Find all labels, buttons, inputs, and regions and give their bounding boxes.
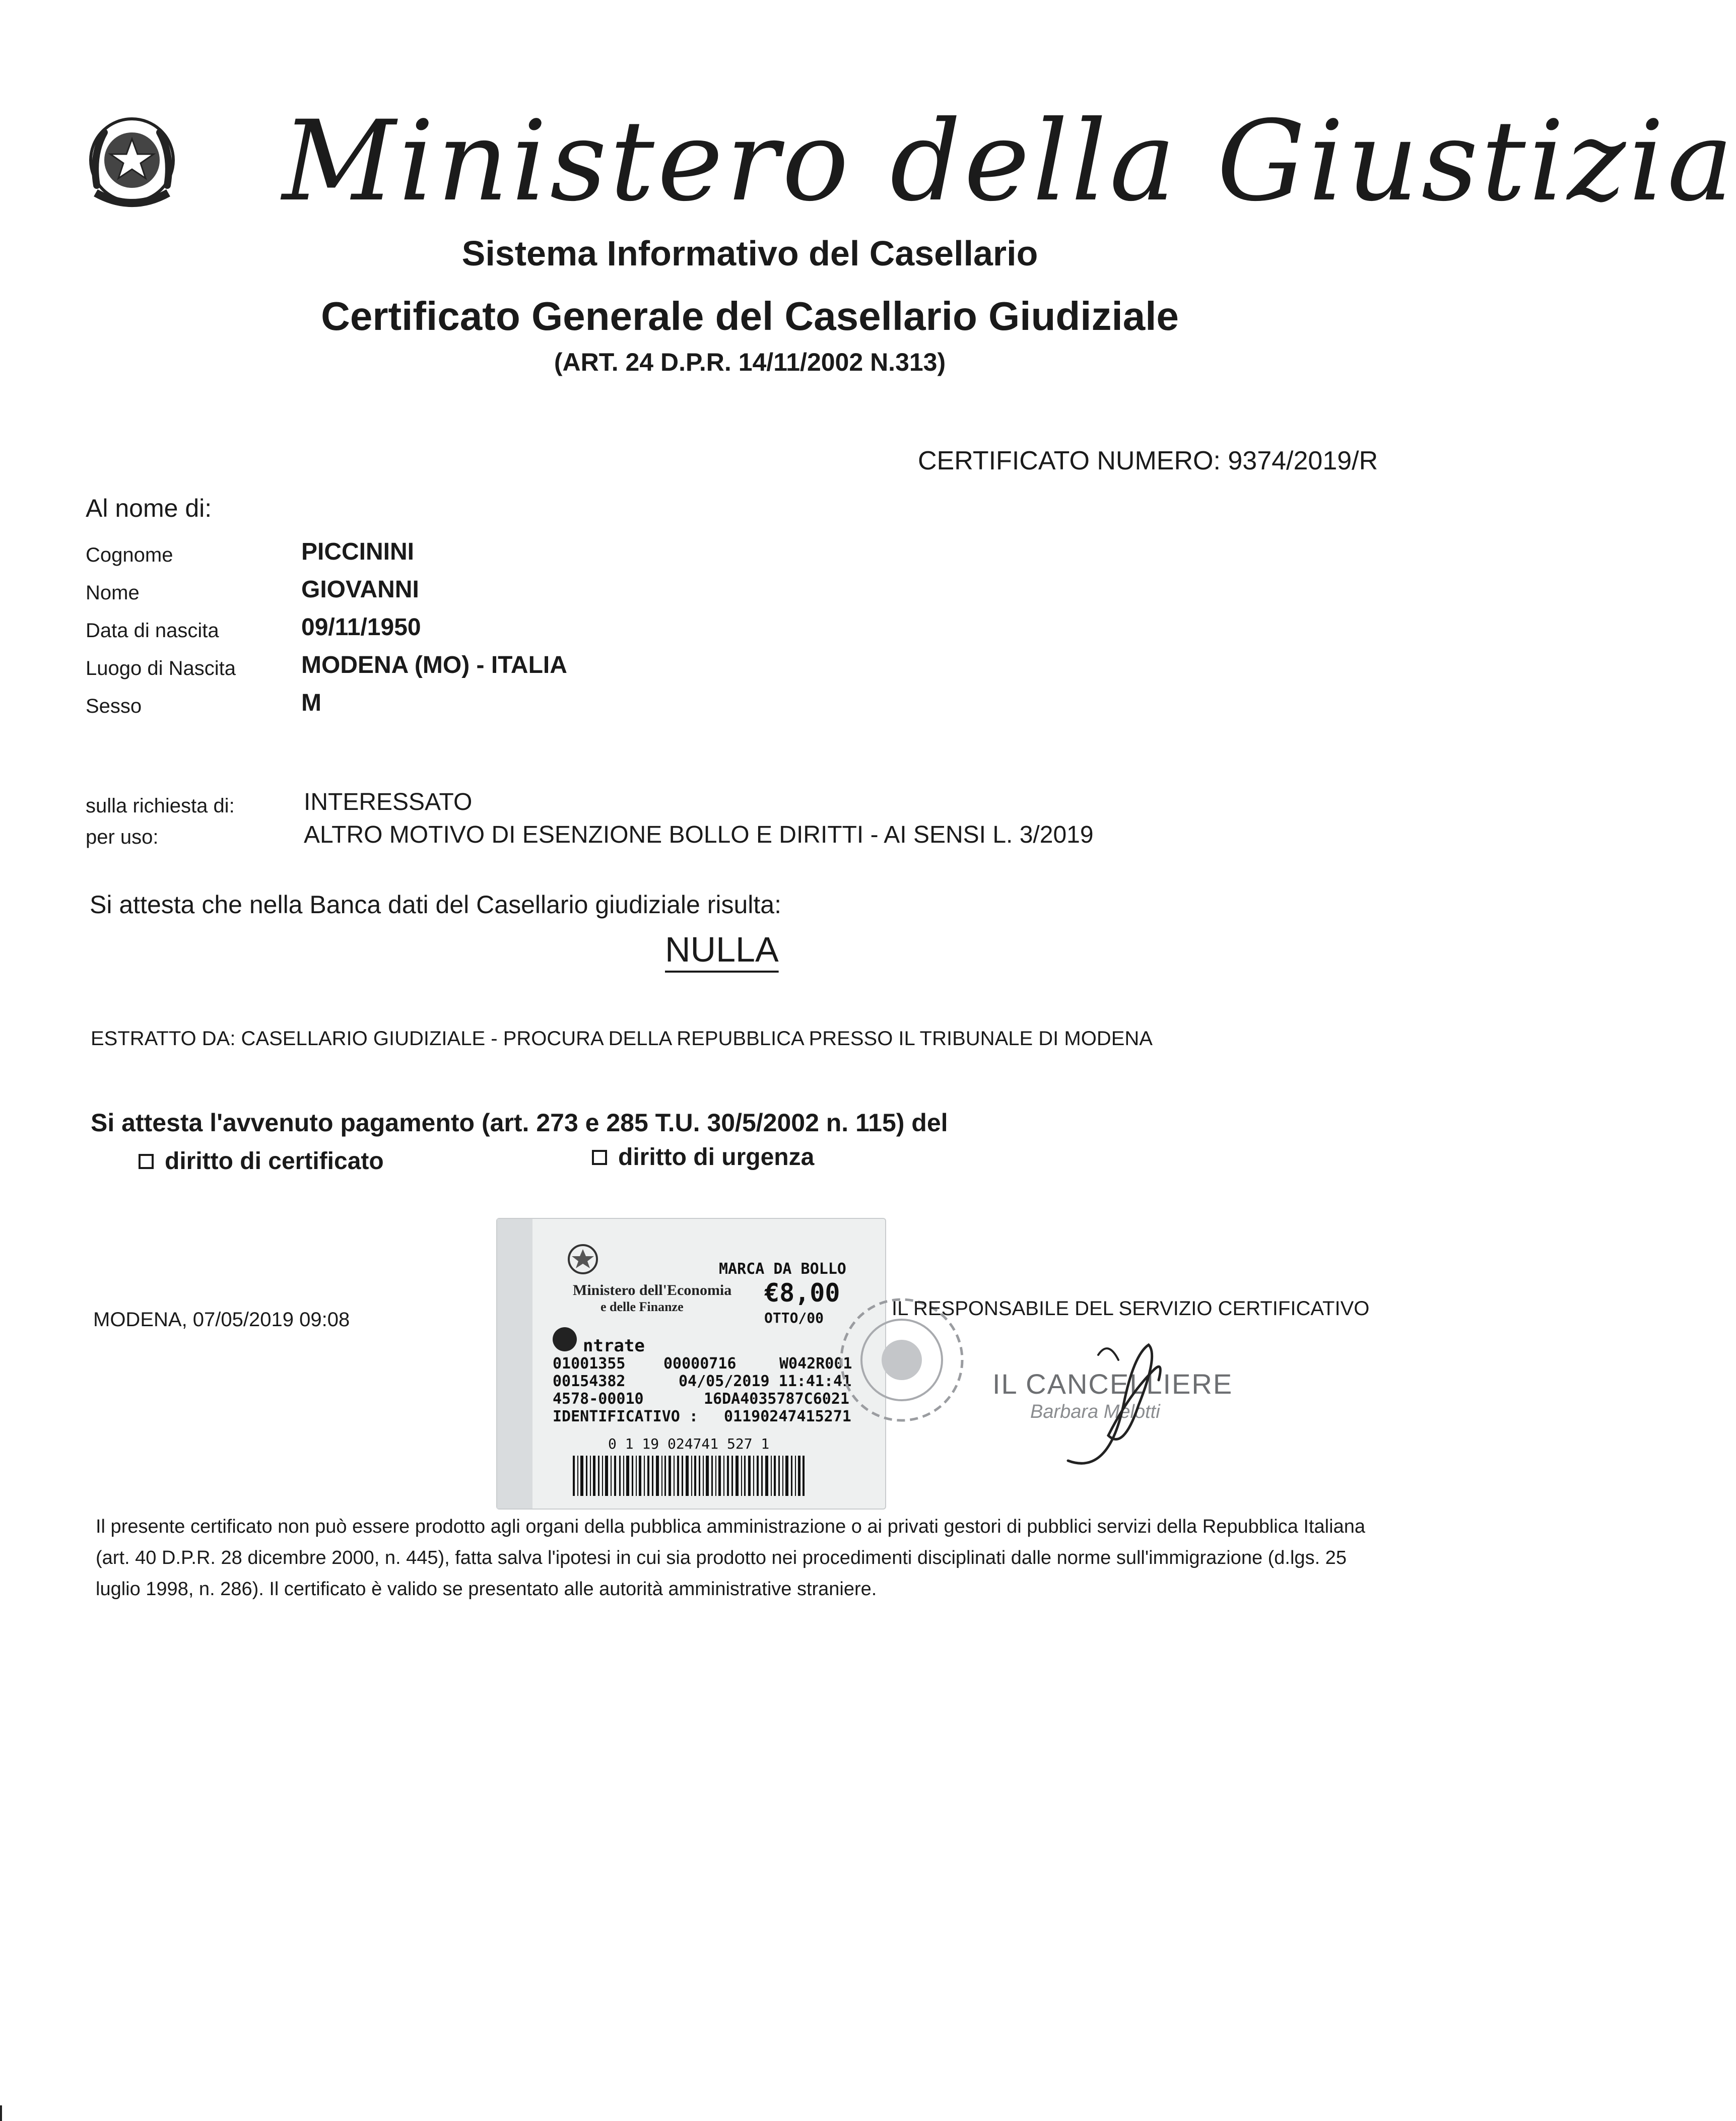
requested-by-value: INTERESSATO <box>304 789 473 815</box>
stamp-amount-words: OTTO/00 <box>764 1310 824 1326</box>
option-urgency-label: diritto di urgenza <box>618 1144 815 1171</box>
stamp-issuer-line2: e delle Finanze <box>600 1299 684 1314</box>
sex-label: Sesso <box>86 695 142 717</box>
revenue-stamp <box>496 1218 886 1510</box>
option-certificate <box>139 1147 384 1175</box>
certificate-title: Certificato Generale del Casellario Giudiziale <box>321 294 1179 338</box>
birth-place-label: Luogo di Nascita <box>86 657 236 679</box>
legal-footnote: Il presente certificato non può essere prodotto agli organi della pubblica amministrazione o ai privati gestori di pubblici servizi della Repubblica Italiana (art. 40 D.P.R. 28 dicembre 2000, n. 445), fatta salva l'ipotesi in cui sia prodotto nei procedimenti disciplinati dalle norme sull'immigrazione (d.lgs. 25 luglio 1998, n. 286). Il certificato è valido se presentato alle autorità amministrative straniere. <box>96 1516 1365 1600</box>
extract-source: ESTRATTO DA: CASELLARIO GIUDIZIALE - PROCURA DELLA REPUBBLICA PRESSO IL TRIBUNALE DI MODENA <box>91 1028 1153 1050</box>
stamp-amount: €8,00 <box>764 1278 840 1308</box>
certificate-number-label: CERTIFICATO NUMERO: <box>918 446 1221 475</box>
ministry-title: Ministero della Giustizia <box>282 97 1736 226</box>
scan-edge-mark <box>0 2105 2 2121</box>
surname-label: Cognome <box>86 544 173 566</box>
stamp-side-strip <box>497 1219 532 1509</box>
stamp-type: MARCA DA BOLLO <box>719 1260 846 1278</box>
stamp-code-2b: 04/05/2019 11:41:41 <box>679 1373 852 1390</box>
stamp-code-3a: 4578-00010 <box>553 1390 644 1408</box>
stamp-code-1a: 01001355 <box>553 1355 626 1373</box>
use-value: ALTRO MOTIVO DI ESENZIONE BOLLO E DIRITTI - AI SENSI L. 3/2019 <box>304 822 1094 848</box>
birth-date-label: Data di nascita <box>86 620 219 642</box>
name-value: GIOVANNI <box>301 576 419 603</box>
stamp-identifier: 01190247415271 <box>724 1408 851 1425</box>
stamp-barcode-number: 0 1 19 024741 527 1 <box>608 1435 770 1452</box>
certificate-number-value: 9374/2019/R <box>1228 446 1378 475</box>
stamp-code-3b: 16DA4035787C6021 <box>704 1390 849 1408</box>
chancellor-title: IL CANCELLIERE <box>992 1368 1233 1400</box>
addressed-to: Al nome di: <box>86 494 212 522</box>
chancellor-name: Barbara Melotti <box>1030 1401 1160 1422</box>
sex-value: M <box>301 690 321 716</box>
result-value: NULLA <box>665 930 779 969</box>
surname-value: PICCININI <box>301 538 415 565</box>
handwritten-signature <box>1048 1325 1179 1476</box>
attestation: Si attesta che nella Banca dati del Casellario giudiziale risulta: <box>90 891 781 919</box>
option-urgency <box>592 1143 814 1171</box>
checkbox-certificate <box>139 1154 154 1169</box>
stamp-code-2a: 00154382 <box>553 1373 626 1390</box>
stamp-agency: ntrate <box>583 1336 645 1356</box>
system-title: Sistema Informativo del Casellario <box>461 234 1038 273</box>
stamp-emblem-icon <box>553 1239 613 1279</box>
checkbox-urgency <box>592 1150 607 1165</box>
italian-republic-emblem-icon <box>82 110 182 221</box>
name-label: Nome <box>86 582 140 604</box>
use-label: per uso: <box>86 826 159 848</box>
payment-statement: Si attesta l'avvenuto pagamento (art. 273 e 285 T.U. 30/5/2002 n. 115) del <box>91 1109 948 1137</box>
option-certificate-label: diritto di certificato <box>165 1148 384 1175</box>
place-date: MODENA, 07/05/2019 09:08 <box>93 1309 350 1331</box>
stamp-code-1c: W042R001 <box>779 1355 852 1373</box>
law-reference: (ART. 24 D.P.R. 14/11/2002 N.313) <box>554 348 946 376</box>
stamp-code-1b: 00000716 <box>663 1355 737 1373</box>
stamp-barcode <box>573 1456 805 1496</box>
requested-by-label: sulla richiesta di: <box>86 795 235 817</box>
certificate-number <box>918 446 1378 476</box>
stamp-agency-logo-icon <box>553 1327 577 1351</box>
responsible-officer-title: IL RESPONSABILE DEL SERVIZIO CERTIFICATIVO <box>892 1297 1370 1320</box>
birth-date-value: 09/11/1950 <box>301 614 421 641</box>
stamp-identifier-label: IDENTIFICATIVO : <box>553 1408 698 1425</box>
stamp-issuer-line1: Ministero dell'Economia <box>573 1282 732 1298</box>
birth-place-value: MODENA (MO) - ITALIA <box>301 652 567 678</box>
